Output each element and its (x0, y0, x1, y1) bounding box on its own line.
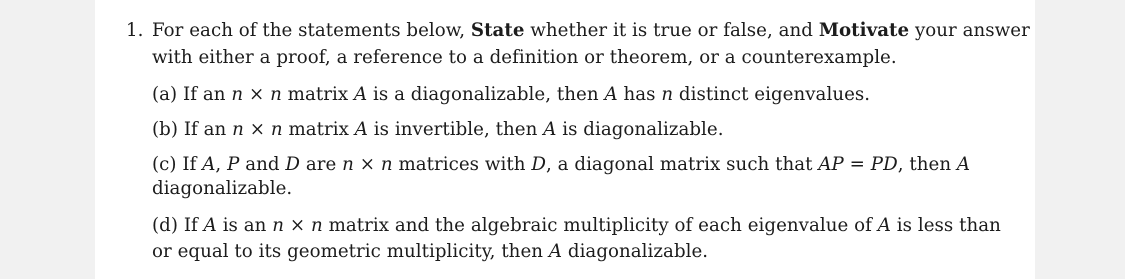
right-margin (1035, 0, 1125, 279)
intro-text: your answer (909, 20, 1030, 41)
math-symbol: n (310, 215, 323, 236)
statement-text: × (353, 154, 381, 175)
math-symbol: AP (818, 154, 844, 175)
statement-a-line-1 (152, 84, 870, 106)
math-symbol: n (661, 84, 674, 105)
statement-text: , then (897, 154, 957, 175)
statement-text: matrices with (392, 154, 532, 175)
statement-c-line-2 (152, 178, 292, 200)
statement-text: × (243, 119, 271, 140)
statement-text: is less than (890, 215, 1001, 236)
statement-text: or equal to its geometric multiplicity, then (152, 241, 549, 262)
math-symbol: A (548, 241, 563, 262)
statement-text: and (239, 154, 286, 175)
math-symbol: A (354, 119, 368, 140)
left-margin (0, 0, 95, 279)
problem-intro-line-2: with either a proof, a reference to a definition or theorem, or a counterexample. (152, 47, 897, 68)
statement-b-line-1 (152, 119, 724, 141)
statement-text: (a) If an (152, 84, 232, 105)
statement-text: is invertible, then (367, 119, 544, 140)
statement-d-line-2 (152, 241, 708, 263)
math-symbol: D (285, 154, 301, 175)
math-symbol: n (232, 119, 244, 140)
statement-c-line-1 (152, 154, 970, 176)
math-symbol: n (272, 215, 285, 236)
intro-text: For each of the statements below, (152, 20, 471, 41)
statement-text: matrix (282, 119, 355, 140)
statement-d-line-1 (152, 215, 1001, 237)
statement-text: (b) If an (152, 119, 233, 140)
math-symbol: A (956, 154, 971, 175)
statement-text: is an (216, 215, 273, 236)
math-symbol: A (604, 84, 618, 105)
math-symbol: n (342, 154, 354, 175)
math-symbol: P (227, 154, 240, 175)
statement-text: matrix (281, 84, 354, 105)
math-symbol: n (231, 84, 244, 105)
statement-text: is diagonalizable. (556, 119, 724, 140)
problem-intro-line-1 (152, 20, 1030, 42)
problem-number: 1. (126, 20, 144, 41)
statement-text: has (617, 84, 662, 105)
statement-text: , a diagonal matrix such that (545, 154, 819, 175)
statement-text: × (243, 84, 271, 105)
math-symbol: D (531, 154, 546, 175)
math-symbol: A (543, 119, 557, 140)
math-symbol: n (270, 119, 283, 140)
statement-text: distinct eigenvalues. (673, 84, 871, 105)
intro-text: whether it is true or false, and (524, 20, 819, 41)
math-symbol: n (380, 154, 393, 175)
statement-text: (d) If (152, 215, 204, 236)
statement-text: are (300, 154, 343, 175)
statement-text: matrix and the algebraic multiplicity of each eigenvalue of (322, 215, 878, 236)
intro-bold-state: State (470, 20, 525, 41)
statement-text: × (284, 215, 311, 236)
statement-text: diagonalizable. (152, 178, 293, 199)
math-symbol: A (202, 154, 216, 175)
statement-text: diagonalizable. (562, 241, 709, 262)
intro-bold-motivate: Motivate (818, 20, 910, 41)
math-symbol: A (877, 215, 891, 236)
statement-text: , (215, 154, 228, 175)
statement-text: = (843, 154, 871, 175)
math-symbol: PD (870, 154, 898, 175)
math-symbol: A (353, 84, 368, 105)
statement-text: (c) If (152, 154, 203, 175)
statement-text: is a diagonalizable, then (367, 84, 605, 105)
math-symbol: A (203, 215, 217, 236)
math-symbol: n (270, 84, 282, 105)
